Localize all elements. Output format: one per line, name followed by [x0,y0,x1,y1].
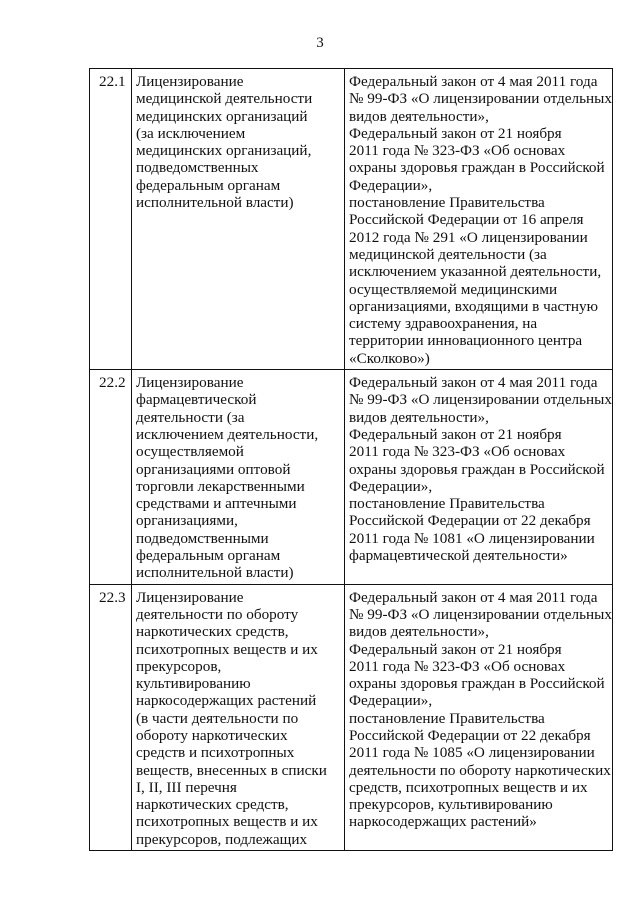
legal-basis-line: Федерации», [349,176,433,194]
activity-name-line: медицинских организаций, [136,142,312,160]
licensing-table-body [90,69,613,851]
activity-name-line: обороту наркотических [136,726,288,744]
legal-basis-line: 2011 года № 323-ФЗ «Об основах [349,657,566,675]
activity-name-cell [132,584,345,850]
activity-name-line: веществ, внесенных в списки [136,761,327,779]
activity-name-line: подведомственных [136,159,259,177]
legal-basis-line: видов деятельности», [349,107,489,125]
legal-basis-cell [345,584,613,850]
activity-name-line: (в части деятельности по [136,709,299,727]
legal-basis-line: территории инновационного центра [349,332,583,350]
activity-name-cell [132,69,345,370]
legal-basis-line: 2012 года № 291 «О лицензировании [349,228,588,246]
activity-name-line: осуществляемой [136,443,244,461]
legal-basis-line: Федеральный закон от 4 мая 2011 года [349,73,598,90]
activity-name-line: федеральным органам [136,547,281,565]
legal-basis-line: «Сколково») [349,349,430,367]
row-number: 22.3 [90,584,132,850]
legal-basis-line: № 99-ФЗ «О лицензировании отдельных [349,90,612,108]
legal-basis-line: деятельности по обороту наркотических [349,761,611,779]
legal-basis-line: Федерации», [349,692,433,710]
legal-basis-line: осуществляемой медицинскими [349,280,558,298]
legal-basis-line: Федеральный закон от 4 мая 2011 года [349,374,598,392]
legal-basis-line: исключением указанной деятельности, [349,263,602,281]
activity-name-line: исполнительной власти) [136,564,294,582]
activity-name-line: I, II, III перечня [136,778,237,796]
activity-name-line: культивированию [136,675,251,693]
activity-name-line: медицинских организаций [136,107,308,125]
licensing-table [89,68,613,851]
activity-name-line: организациями оптовой [136,460,291,478]
legal-basis-line: постановление Правительства [349,194,545,212]
activity-name-line: психотропных веществ и их [136,813,318,831]
activity-name-line: исполнительной власти) [136,194,294,212]
activity-name-line: средств и психотропных [136,744,295,762]
legal-basis-line: видов деятельности», [349,623,489,641]
legal-basis-line: охраны здоровья граждан в Российской [349,460,605,478]
activity-name-line: наркосодержащих растений [136,692,317,710]
legal-basis-cell [345,69,613,370]
legal-basis-line: Российской Федерации от 22 декабря [349,726,591,744]
activity-name-cell [132,370,345,585]
legal-basis-line: № 99-ФЗ «О лицензировании отдельных [349,605,612,623]
legal-basis-line: постановление Правительства [349,495,545,513]
activity-name-line: торговли лекарственными [136,477,305,495]
legal-basis-line: прекурсоров, культивированию [349,796,553,814]
activity-name-line: Лицензирование [136,73,244,90]
legal-basis-line: 2011 года № 323-ФЗ «Об основах [349,142,566,160]
legal-basis-line: Федеральный закон от 21 ноября [349,640,562,658]
legal-basis-line: организациями, входящими в частную [349,297,598,315]
legal-basis-line: 2011 года № 1085 «О лицензировании [349,744,595,762]
legal-basis-line: Федеральный закон от 21 ноября [349,124,562,142]
row-number: 22.2 [90,370,132,585]
legal-basis-line: 2011 года № 323-ФЗ «Об основах [349,443,566,461]
activity-name-line: (за исключением [136,124,246,142]
activity-name-line: деятельности (за [136,408,245,426]
row-number: 22.1 [90,69,132,370]
activity-name-line: наркотических средств, [136,796,289,814]
activity-name-line: федеральным органам [136,176,281,194]
legal-basis-line: Российской Федерации от 22 декабря [349,512,591,530]
legal-basis-line: Федерации», [349,477,433,495]
activity-name-line: Лицензирование [136,588,244,606]
table-row [90,370,613,585]
legal-basis-line: охраны здоровья граждан в Российской [349,159,605,177]
table-row [90,69,613,370]
legal-basis-line: 2011 года № 1081 «О лицензировании [349,529,595,547]
legal-basis-line: Федеральный закон от 21 ноября [349,425,562,443]
legal-basis-line: видов деятельности», [349,408,489,426]
legal-basis-line: Российской Федерации от 16 апреля [349,211,584,229]
activity-name-line: наркотических средств, [136,623,289,641]
legal-basis-line: Федеральный закон от 4 мая 2011 года [349,588,598,606]
activity-name-line: исключением деятельности, [136,425,319,443]
activity-name-line: средствами и аптечными [136,495,297,513]
legal-basis-line: систему здравоохранения, на [349,315,538,333]
legal-basis-line: постановление Правительства [349,709,545,727]
table-row [90,584,613,850]
activity-name-line: подведомственными [136,529,269,547]
activity-name-line: прекурсоров, [136,657,222,675]
legal-basis-line: медицинской деятельности (за [349,245,547,263]
legal-basis-line: средств, психотропных веществ и их [349,778,588,796]
legal-basis-cell [345,370,613,585]
legal-basis-line: наркосодержащих растений» [349,813,537,831]
activity-name-line: психотропных веществ и их [136,640,318,658]
activity-name-line: Лицензирование [136,374,244,392]
page-number: 3 [316,35,324,51]
activity-name-line: организациями, [136,512,238,530]
legal-basis-line: фармацевтической деятельности» [349,547,568,565]
activity-name-line: прекурсоров, подлежащих [136,830,308,848]
activity-name-line: фармацевтической [136,391,257,409]
activity-name-line: медицинской деятельности [136,90,313,108]
activity-name-line: деятельности по обороту [136,605,299,623]
legal-basis-line: № 99-ФЗ «О лицензировании отдельных [349,391,612,409]
legal-basis-line: охраны здоровья граждан в Российской [349,675,605,693]
